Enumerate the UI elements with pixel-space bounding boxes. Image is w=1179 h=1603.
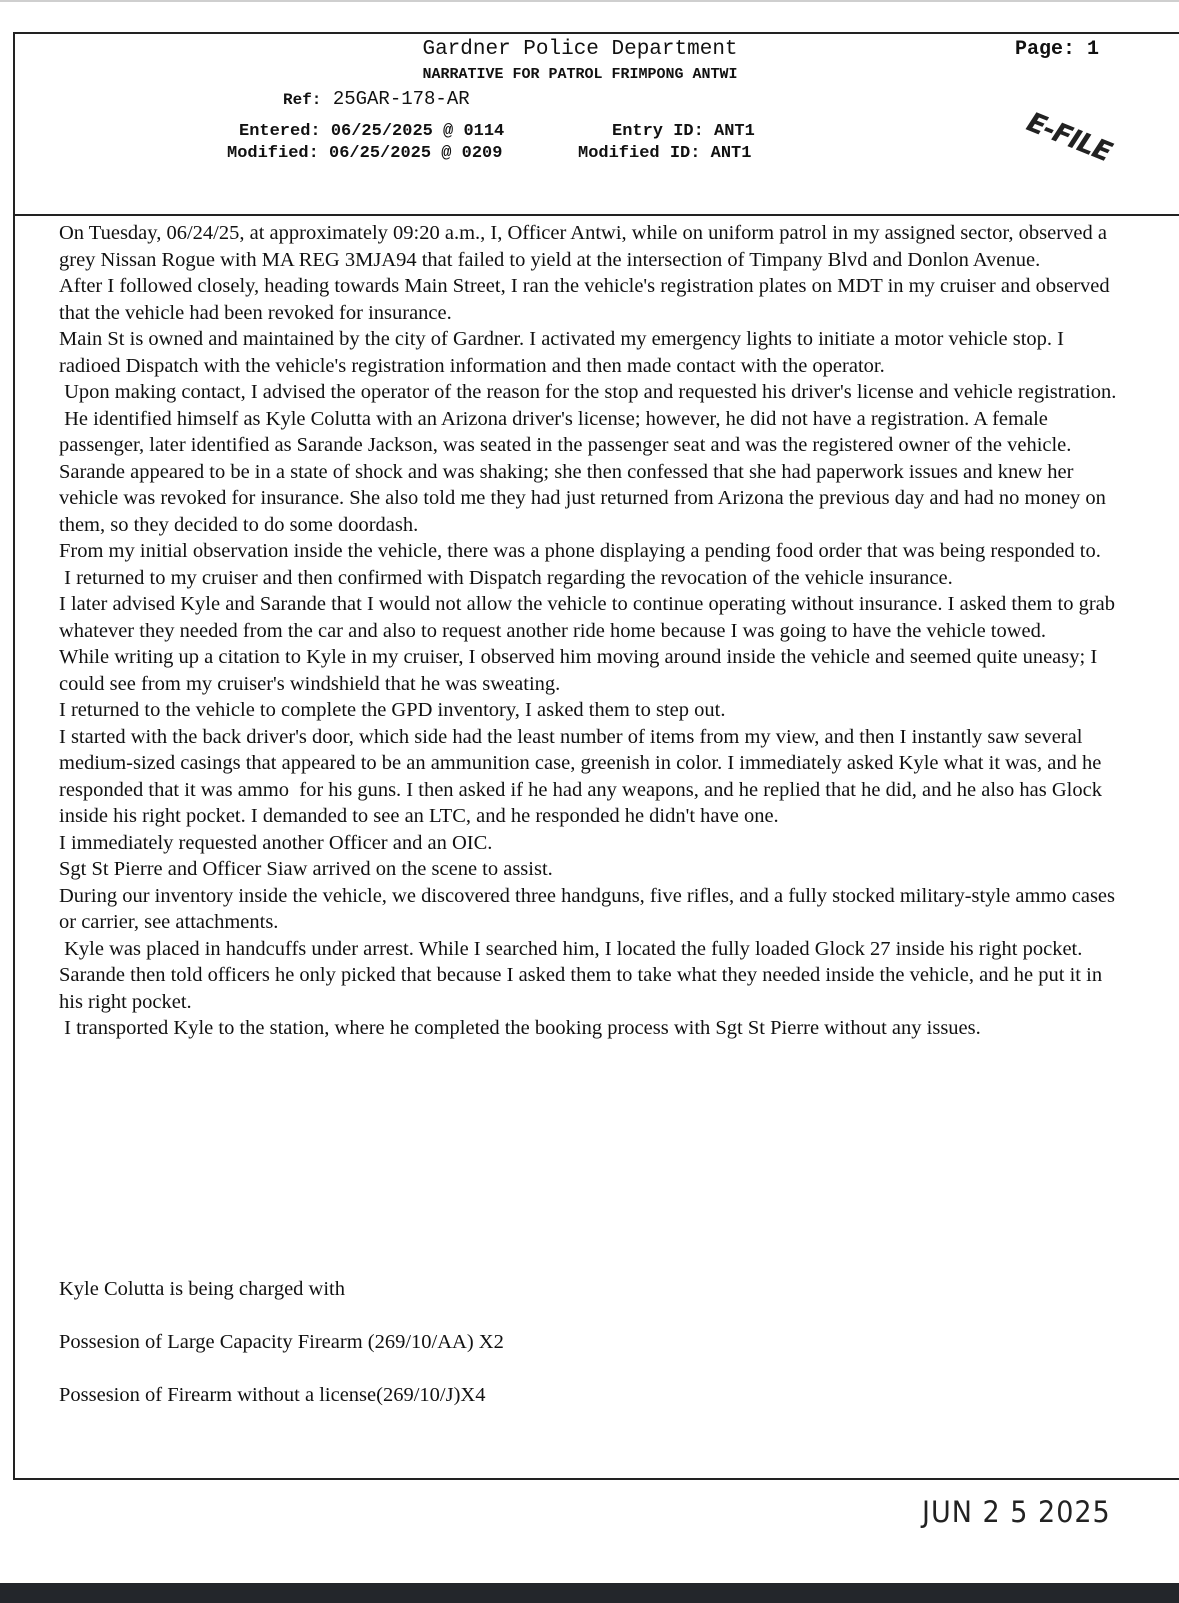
ref-label: Ref: — [283, 91, 322, 109]
narrative-paragraph: I transported Kyle to the station, where he completed the booking process with Sgt St Pierre without any issues. — [59, 1017, 981, 1039]
page-number: 1 — [1087, 38, 1100, 61]
narrative-paragraph: Sgt St Pierre and Officer Siaw arrived on the scene to assist. — [59, 858, 553, 880]
modified-id-label: Modified ID: — [578, 144, 701, 163]
report-header — [13, 32, 1179, 216]
modified-id-row — [578, 144, 751, 163]
narrative-paragraph: Sarande appeared to be in a state of shock and was shaking; she then confessed that she had paperwork issues and knew her vehicle was revoked for insurance. She also told me they had just returned from Arizona the previous day and had no money on them, so they decided to do some doordash. — [59, 460, 1112, 536]
narrative-paragraph: He identified himself as Kyle Colutta with an Arizona driver's license; however, he did not have a registration. A female passenger, later identified as Sarande Jackson, was seated in the passenger seat and was the registered owner of the vehicle. — [59, 407, 1072, 456]
narrative-paragraph: Main St is owned and maintained by the city of Gardner. I activated my emergency lights to initiate a motor vehicle stop. I radioed Dispatch with the vehicle's registration information and then made contact with the operator. — [59, 328, 1070, 377]
narrative-paragraph: I immediately requested another Officer and an OIC. — [59, 831, 493, 854]
page-label: Page: — [1015, 38, 1076, 61]
charges-intro: Kyle Colutta is being charged with — [59, 1278, 345, 1300]
modified-label: Modified: — [227, 144, 319, 163]
narrative-title: NARRATIVE FOR PATROL FRIMPONG ANTWI — [422, 66, 738, 83]
department-name: Gardner Police Department — [422, 38, 738, 61]
narrative-paragraph: During our inventory inside the vehicle, we discovered three handguns, five rifles, and a fully stocked military-style ammo cases or carrier, see attachments. — [59, 884, 1121, 933]
narrative-paragraph: After I followed closely, heading towards Main Street, I ran the vehicle's registration plates on MDT in my cruiser and observed that the vehicle had been revoked for insurance. — [59, 275, 1115, 324]
narrative-paragraph: While writing up a citation to Kyle in my cruiser, I observed him moving around inside the vehicle and seemed quite uneasy; I could see from my cruiser's windshield that he was sweating. — [59, 646, 1103, 695]
page-indicator — [1015, 38, 1099, 61]
charge-item: Possesion of Firearm without a license(269/10/J)X4 — [59, 1384, 486, 1406]
narrative-paragraph: I returned to the vehicle to complete the GPD inventory, I asked them to step out. — [59, 699, 726, 721]
ref-value: 25GAR-178-AR — [332, 88, 470, 110]
narrative-paragraph: I returned to my cruiser and then confirmed with Dispatch regarding the revocation of the vehicle insurance. — [59, 566, 953, 589]
modified-value: 06/25/2025 @ 0209 — [329, 144, 503, 163]
entered-value: 06/25/2025 @ 0114 — [330, 122, 505, 141]
entry-id-label: Entry ID: — [612, 122, 704, 141]
narrative-paragraph: Kyle was placed in handcuffs under arrest. While I searched him, I located the fully loaded Glock 27 inside his right pocket. Sarande then told officers he only picked that because I asked them to take what they needed inside the vehicle, and he put it in his right pocket. — [59, 937, 1108, 1013]
narrative-paragraph: Upon making contact, I advised the operator of the reason for the stop and requested his driver's license and vehicle registration. — [59, 381, 1117, 403]
modified-row — [227, 144, 502, 163]
narrative-text — [59, 220, 1119, 1042]
narrative-paragraph: I later advised Kyle and Sarande that I would not allow the vehicle to continue operating without insurance. I asked them to grab whatever they needed from the car and also to request another ride home because I was going to have the vehicle towed. — [59, 593, 1121, 642]
reference — [283, 88, 470, 110]
entry-id-row — [612, 122, 755, 141]
efile-stamp: E-FILE — [1022, 106, 1116, 169]
entered-label: Entered: — [239, 122, 321, 141]
modified-id-value: ANT1 — [710, 144, 752, 163]
charge-item: Possesion of Large Capacity Firearm (269/10/AA) X2 — [59, 1331, 504, 1353]
charges-section — [59, 1276, 1119, 1435]
received-date-stamp: JUN 2 5 2025 — [922, 1495, 1111, 1530]
narrative-body — [13, 216, 1179, 1480]
entry-id-value: ANT1 — [714, 122, 755, 141]
narrative-paragraph: I started with the back driver's door, which side had the least number of items from my view, and then I instantly saw several medium-sized casings that appeared to be an ammunition case, greenish in color. I immediately asked Kyle what it was, and he responded that it was ammo for his guns. I then asked if he had any weapons, and he replied that he did, and he also has Glock inside his right pocket. I demanded to see an LTC, and he responded he didn't have one. — [59, 725, 1108, 827]
narrative-paragraph: From my initial observation inside the vehicle, there was a phone displaying a pending food order that was being responded to. — [59, 540, 1101, 562]
top-rule — [0, 0, 1179, 2]
narrative-paragraph: On Tuesday, 06/24/25, at approximately 09:20 a.m., I, Officer Antwi, while on uniform patrol in my assigned sector, observed a grey Nissan Rogue with MA REG 3MJA94 that failed to yield at the intersection of Timpany Blvd and Donlon Avenue. — [59, 222, 1113, 271]
bottom-bar — [0, 1583, 1179, 1603]
entered-row — [239, 122, 504, 141]
